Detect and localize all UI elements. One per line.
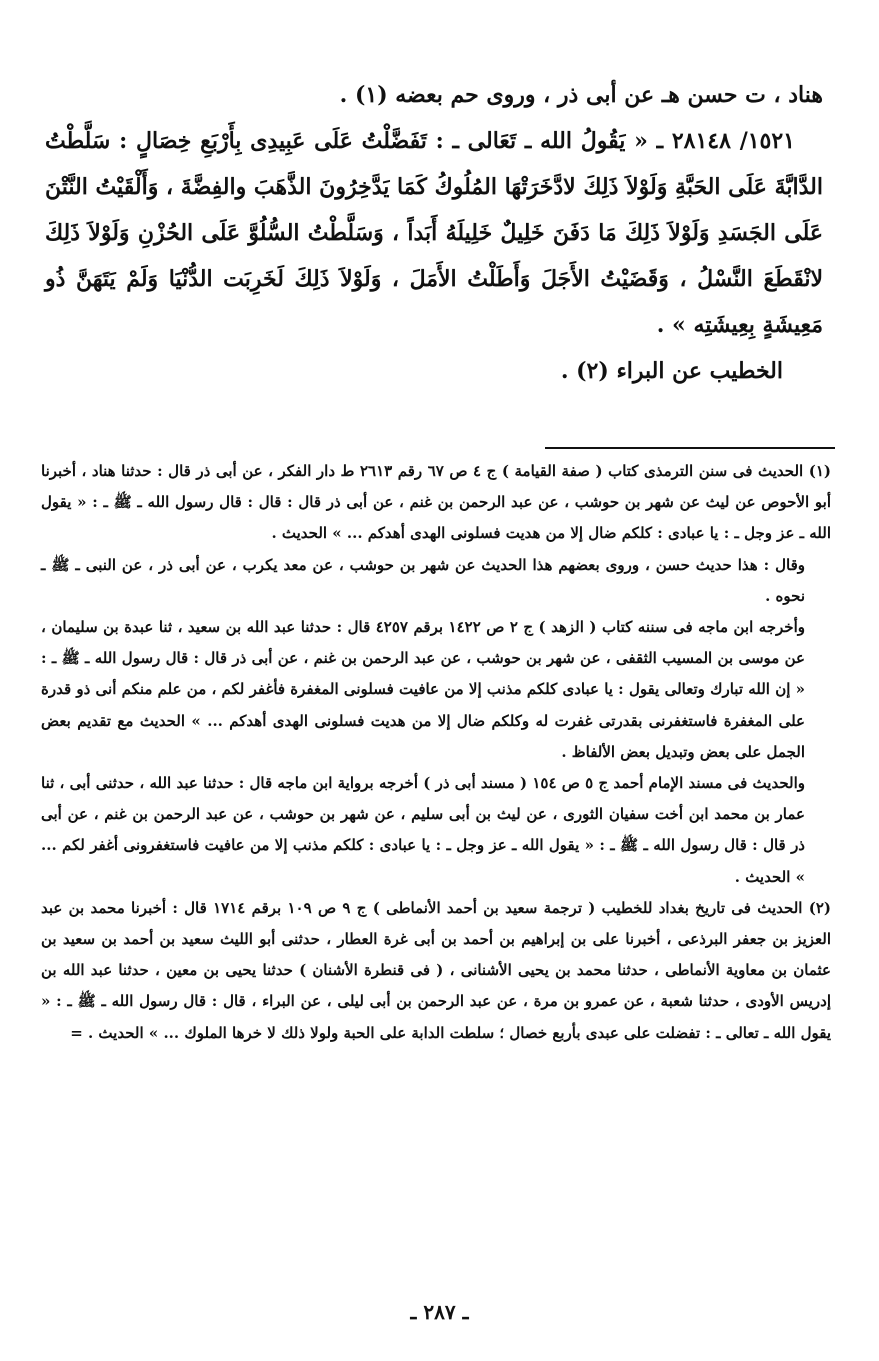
footnote-2-para-1: (٢) الحديث فى تاريخ بغداد للخطيب ( ترجمة سعيد بن أحمد الأنماطى ) ج ٩ ص ١٠٩ برقم ١٧١٤ قال : أخبرنا محمد بن عبد العزيز بن جعفر البرذعى ، أخبرنا على بن إبراهيم بن أحمد بن أبى غرة العطار ، حدثنى أبو الليث سعيد بن أحمد بن سعيد بن عثمان بن معاوية الأنماطى ، حدثنا محمد بن يحيى الأشنانى ، ( فى قنطرة الأشنان ) حدثنا يحيى بن معين ، حدثنا عبد الله بن إدريس الأودى ، حدثنا شعبة ، عن عمرو بن مرة ، عن عبد الرحمن بن أبى ليلى ، عن البراء ، قال : قال رسول الله ـ ﷺ ـ : « يقول الله ـ تعالى ـ : تفضلت على عبدى بأربع خصال ؛ سلطت الدابة على الحبة ولولا ذلك لا خرها الملوك ... » الحديث . = (41, 898, 831, 1042)
hadith-text: ١٥٢١/ ٢٨١٤٨ ـ « يَقُولُ الله ـ تَعَالى ـ : تَفَضَّلْتُ عَلَى عَبِيدِى بِأَرْبَعِ خِصَالٍ : سَلَّطْتُ الدَّابَّةَ عَلَى الحَبَّةِ وَلَوْلاَ ذَلِكَ لادَّخَرَتْهَا المُلُوكُ كَمَا يَدَّخِرُونَ الذَّهَبَ والفِضَّةَ ، وَأَلْقَيْتُ النَّتْنَ عَلَى الجَسَدِ وَلَوْلاَ ذَلِكَ مَا دَفَنَ خَلِيلٌ خَلِيلَهُ أَبَداً ، وَسَلَّطْتُ السُّلُوَّ عَلَى الحُزْنِ وَلَوْلاَ ذَلِكَ لانْقَطَعَ النَّسْلُ ، وَقَضَيْتُ الأَجَلَ وَأَطَلْتُ الأَمَلَ ، وَلَوْلاَ ذَلِكَ لَخَرِبَت الدُّنْيَا وَلَمْ يَتَهَنَّ ذُو مَعِيشَةٍ بِعِيشَتِه » . (45, 128, 823, 338)
footnote-1-para-2: وقال : هذا حديث حسن ، وروى بعضهم هذا الحديث عن شهر بن حوشب ، عن معد يكرب ، عن أبى ذر ، عن النبى ـ ﷺ ـ نحوه . (41, 555, 805, 605)
footnote-1-para-4: والحديث فى مسند الإمام أحمد ج ٥ ص ١٥٤ ( مسند أبى ذر ) أخرجه برواية ابن ماجه قال : حدثنا عبد الله ، حدثنى أبى ، ثنا عمار بن محمد ابن أخت سفيان الثورى ، عن ليث بن أبى سليم ، عن شهر بن حوشب ، عن عبد الرحمن بن غنم ، عن أبى ذر قال : قال رسول الله ـ ﷺ ـ : « يقول الله ـ عز وجل ـ : يا عبادى : كلكم مذنب إلا من عافيت فاستغفرونى أغفر لكم ... » الحديث . (41, 774, 805, 886)
footnote-separator (545, 447, 835, 449)
footnote-1-para-1: (١) الحديث فى سنن الترمذى كتاب ( صفة القيامة ) ج ٤ ص ٦٧ رقم ٢٦١٣ ط دار الفكر ، عن أبى ذر قال : حدثنا هناد ، أخبرنا أبو الأحوص عن ليث عن شهر بن حوشب ، عن عبد الرحمن بن غنم ، عن أبى ذر قال : قال : قال رسول الله ـ ﷺ ـ : « يقول الله ـ عز وجل ـ : يا عبادى : كلكم ضال إلا من هديت فسلونى الهدى أهدكم ... » الحديث . (41, 462, 831, 543)
footnote-1-para-3: وأخرجه ابن ماجه فى سننه كتاب ( الزهد ) ج ٢ ص ١٤٢٢ برقم ٤٢٥٧ قال : حدثنا عبد الله بن سعيد ، ثنا عبدة بن سليمان ، عن موسى بن المسيب الثقفى ، عن شهر بن حوشب ، عن عبد الرحمن بن غنم ، عن أبى ذر قال : قال رسول الله ـ ﷺ ـ : « إن الله تبارك وتعالى يقول : يا عبادى كلكم مذنب إلا من عافيت فسلونى المغفرة فأغفر لكم ، من علم منكم أنى ذو قدرة على المغفرة فاستغفرنى بقدرتى غفرت له وكلكم ضال إلا من هديت فسلونى الهدى أهدكم ... » الحديث مع تقديم بعض الجمل على بعض وتبديل بعض الألفاظ . (41, 618, 805, 761)
source-line-1: هناد ، ت حسن هـ عن أبى ذر ، وروى حم بعضه (١) . (339, 82, 823, 108)
footnotes (41, 456, 831, 1049)
main-text (45, 72, 823, 394)
source-line-2: الخطيب عن البراء (٢) . (560, 358, 783, 384)
page-number: ـ ٢٨٧ ـ (410, 1300, 469, 1324)
